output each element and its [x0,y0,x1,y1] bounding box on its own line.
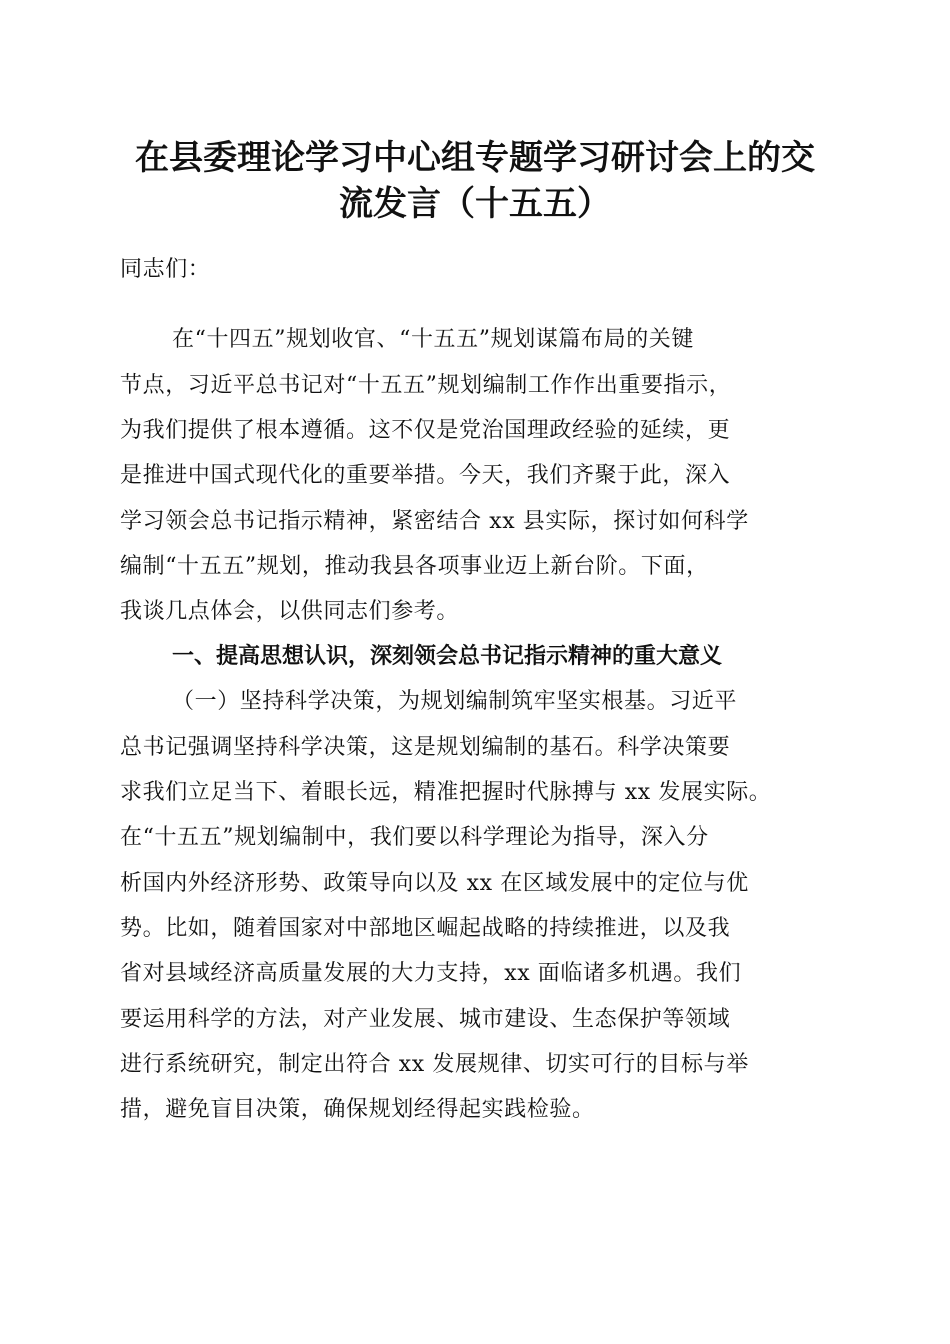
subsection-line-1: （一）坚持科学决策，为规划编制筑牢坚实根基。习近平 [172,689,738,714]
section-heading: 一、提高思想认识，深刻领会总书记指示精神的重大意义 [172,644,723,669]
subsection-line-9: 进行系统研究，制定出符合 xx 发展规律、切实可行的目标与举 [120,1052,749,1077]
intro-line-2: 节点，习近平总书记对“十五五”规划编制工作作出重要指示， [120,373,732,398]
subsection-line-3: 求我们立足当下、着眼长远，精准把握时代脉搏与 xx 发展实际。 [120,780,772,805]
intro-line-7: 我谈几点体会，以供同志们参考。 [120,599,460,624]
salutation: 同志们： [120,257,211,282]
subsection-line-2: 总书记强调坚持科学决策，这是规划编制的基石。科学决策要 [120,735,731,760]
intro-line-1: 在“十四五”规划收官、“十五五”规划谋篇布局的关键 [172,327,694,352]
document-title-line-1: 在县委理论学习中心组专题学习研讨会上的交 [135,138,815,178]
intro-line-4: 是推进中国式现代化的重要举措。今天，我们齐聚于此，深入 [120,463,731,488]
subsection-line-4: 在“十五五”规划编制中，我们要以科学理论为指导，深入分 [120,825,709,850]
subsection-line-6: 势。比如，随着国家对中部地区崛起战略的持续推进，以及我 [120,916,731,941]
subsection-line-8: 要运用科学的方法，对产业发展、城市建设、生态保护等领域 [120,1007,731,1032]
subsection-line-5: 析国内外经济形势、政策导向以及 xx 在区域发展中的定位与优 [120,871,749,896]
intro-line-3: 为我们提供了根本遵循。这不仅是党治国理政经验的延续，更 [120,418,731,443]
document-title-line-2: 流发言（十五五） [339,184,611,224]
intro-line-5: 学习领会总书记指示精神，紧密结合 xx 县实际，探讨如何科学 [120,509,749,534]
subsection-line-10: 措，避免盲目决策，确保规划经得起实践检验。 [120,1097,595,1122]
intro-line-6: 编制“十五五”规划，推动我县各项事业迈上新台阶。下面， [120,554,709,579]
subsection-line-7: 省对县域经济高质量发展的大力支持，xx 面临诸多机遇。我们 [120,961,742,986]
